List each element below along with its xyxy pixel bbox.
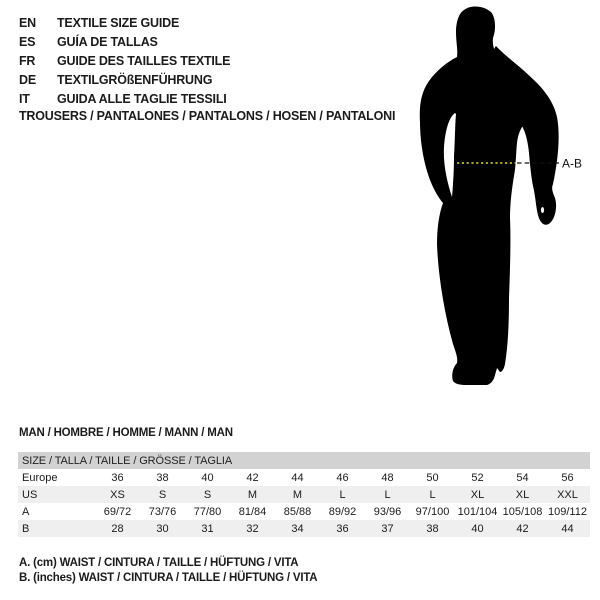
size-value: 44 (291, 471, 304, 484)
size-table-body (18, 469, 590, 537)
size-table (18, 452, 590, 537)
size-value: 77/80 (193, 505, 222, 518)
size-value: 105/108 (502, 505, 543, 518)
language-label: GUÍA DE TALLAS (57, 34, 158, 49)
size-value: 37 (381, 522, 394, 535)
size-value: M (247, 488, 258, 501)
size-value: 52 (471, 471, 484, 484)
size-value: 34 (291, 522, 304, 535)
size-value: 40 (471, 522, 484, 535)
size-value: L (339, 488, 346, 501)
size-value: 42 (246, 471, 259, 484)
garment-title: TROUSERS / PANTALONES / PANTALONS / HOSEN / PANTALONI (19, 109, 396, 123)
language-code: IT (19, 91, 30, 106)
language-code: DE (19, 72, 36, 87)
size-value: 30 (156, 522, 169, 535)
size-value: S (203, 488, 212, 501)
size-value: XS (110, 488, 125, 501)
size-value: 109/112 (548, 505, 587, 518)
language-row (19, 70, 230, 89)
size-value: 40 (201, 471, 214, 484)
language-label: GUIDE DES TAILLES TEXTILE (57, 53, 231, 68)
table-row (18, 503, 590, 520)
section-title-man: MAN / HOMBRE / HOMME / MANN / MAN (19, 427, 233, 439)
size-value: 44 (561, 522, 574, 535)
row-label: B (22, 522, 30, 535)
size-value: 31 (201, 522, 214, 535)
language-label: GUIDA ALLE TAGLIE TESSILI (57, 91, 227, 106)
size-value: 28 (111, 522, 124, 535)
size-value: 42 (516, 522, 529, 535)
size-value: 54 (516, 471, 529, 484)
size-value: 32 (246, 522, 259, 535)
table-row (18, 486, 590, 503)
size-value: 38 (426, 522, 439, 535)
size-value: XXL (557, 488, 578, 501)
language-code: FR (19, 53, 36, 68)
row-label: Europe (22, 471, 58, 484)
right-hand-thumb-mark (541, 207, 544, 213)
size-value: 81/84 (238, 505, 267, 518)
size-value: 101/104 (457, 505, 498, 518)
size-value: 38 (156, 471, 169, 484)
language-code: EN (19, 15, 36, 30)
size-value: S (158, 488, 167, 501)
language-label: TEXTILE SIZE GUIDE (57, 15, 180, 30)
language-list (19, 13, 230, 108)
size-value: XL (515, 488, 530, 501)
size-value: 93/96 (373, 505, 402, 518)
measure-notes (19, 556, 317, 586)
language-row (19, 51, 230, 70)
size-value: 89/92 (328, 505, 357, 518)
table-header-label: SIZE / TALLA / TAILLE / GRÖSSE / TAGLIA (22, 454, 233, 467)
language-row (19, 89, 230, 108)
size-value: M (292, 488, 303, 501)
size-value: 46 (336, 471, 349, 484)
size-value: 50 (426, 471, 439, 484)
size-value: L (384, 488, 391, 501)
size-value: 36 (111, 471, 124, 484)
size-value: 97/100 (415, 505, 450, 518)
man-silhouette-figure (405, 0, 585, 400)
size-value: 85/88 (283, 505, 312, 518)
measure-note: A. (cm) WAIST / CINTURA / TAILLE / HÜFTUNG / VITA (19, 557, 299, 569)
language-row (19, 13, 230, 32)
language-row (19, 32, 230, 51)
measure-label-a-b: A-B (562, 156, 583, 171)
row-label: US (22, 488, 38, 501)
size-value: 36 (336, 522, 349, 535)
size-value: 56 (561, 471, 574, 484)
size-value: 69/72 (103, 505, 132, 518)
table-header-bar (18, 452, 590, 469)
language-label: TEXTILGRÖßENFÜHRUNG (57, 72, 213, 87)
size-value: L (429, 488, 436, 501)
table-row (18, 469, 590, 486)
size-value: XL (470, 488, 485, 501)
size-value: 73/76 (148, 505, 177, 518)
row-label: A (22, 505, 30, 518)
table-row (18, 520, 590, 537)
man-silhouette-svg (405, 0, 585, 400)
size-value: 48 (381, 471, 394, 484)
language-code: ES (19, 34, 36, 49)
measure-note: B. (inches) WAIST / CINTURA / TAILLE / HÜFTUNG / VITA (19, 572, 318, 584)
